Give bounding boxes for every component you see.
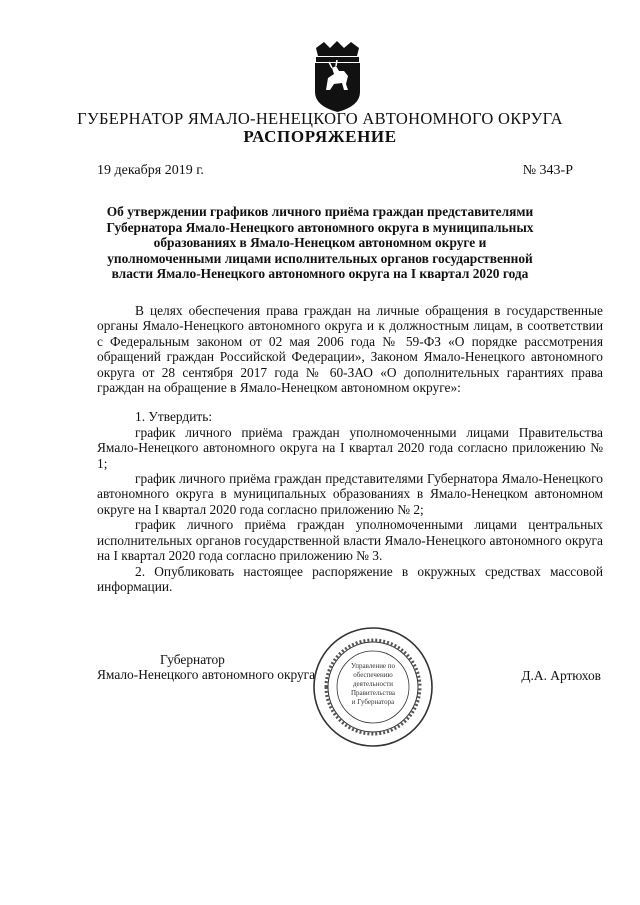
document-date: 19 декабря 2019 г. [97,163,204,178]
document-type: РАСПОРЯЖЕНИЕ [243,127,397,146]
clause-1: 1. Утвердить: [135,409,213,425]
official-stamp-icon [312,626,434,748]
signatory-title [97,652,347,683]
clause-1-item-2: график личного приёма граждан представителями Губернатора Ямало-Ненецкого автономного округа в муниципальных образованиях в Ямало-Ненецком автономном округе на I квартал 2020 года согласно приложению № 2; [97,471,603,517]
document-subject: Об утверждении графиков личного приёма граждан представителями Губернатора Ямало-Ненецкого автономного округа в муниципальных образованиях в Ямало-Ненецком автономном округе и уполномоченными лицами исполнительных органов государственной власти Ямало-Ненецкого автономного округа на I квартал 2020 года [106,204,534,282]
document-number: № 343-Р [522,163,573,178]
preamble-paragraph: В целях обеспечения права граждан на личные обращения в государственные органы Ямало-Ненецкого автономного округа и к должностным лицам, в соответствии с Федеральным законом от 02 мая 2006 года № 59-ФЗ «О порядке рассмотрения обращений граждан Российской Федерации», Законом Ямало-Ненецкого автономного округа от 28 сентября 2017 года № 60-ЗАО «О дополнительных гарантиях права граждан на обращение в Ямало-Ненецком автономном округе»: [97,303,603,396]
governor-title: ГУБЕРНАТОР ЯМАЛО-НЕНЕЦКОГО АВТОНОМНОГО ОКРУГА [77,109,563,128]
signatory-title-line1: Губернатор [160,652,225,667]
svg-text:и Губернатора: и Губернатора [351,698,395,706]
signatory-title-line2: Ямало-Ненецкого автономного округа [97,667,316,683]
svg-text:Правительства: Правительства [350,689,396,697]
clause-1-item-1: график личного приёма граждан уполномоченными лицами Правительства Ямало-Ненецкого автономного округа на I квартал 2020 года согласно приложению № 1; [97,424,603,471]
signatory-name: Д.А. Артюхов [521,668,601,683]
coat-of-arms-icon [310,40,365,113]
svg-text:деятельности: деятельности [352,680,394,688]
clause-2: 2. Опубликовать настоящее распоряжение в окружных средствах массовой информации. [97,563,603,594]
document-body [97,303,603,594]
clause-1-item-3: график личного приёма граждан уполномоченными лицами центральных исполнительных органов государственной власти Ямало-Ненецкого автономного округа на I квартал 2020 года согласно приложению № 3. [97,517,603,564]
svg-text:обеспечению: обеспечению [353,671,393,679]
svg-text:Управление по: Управление по [350,662,396,670]
